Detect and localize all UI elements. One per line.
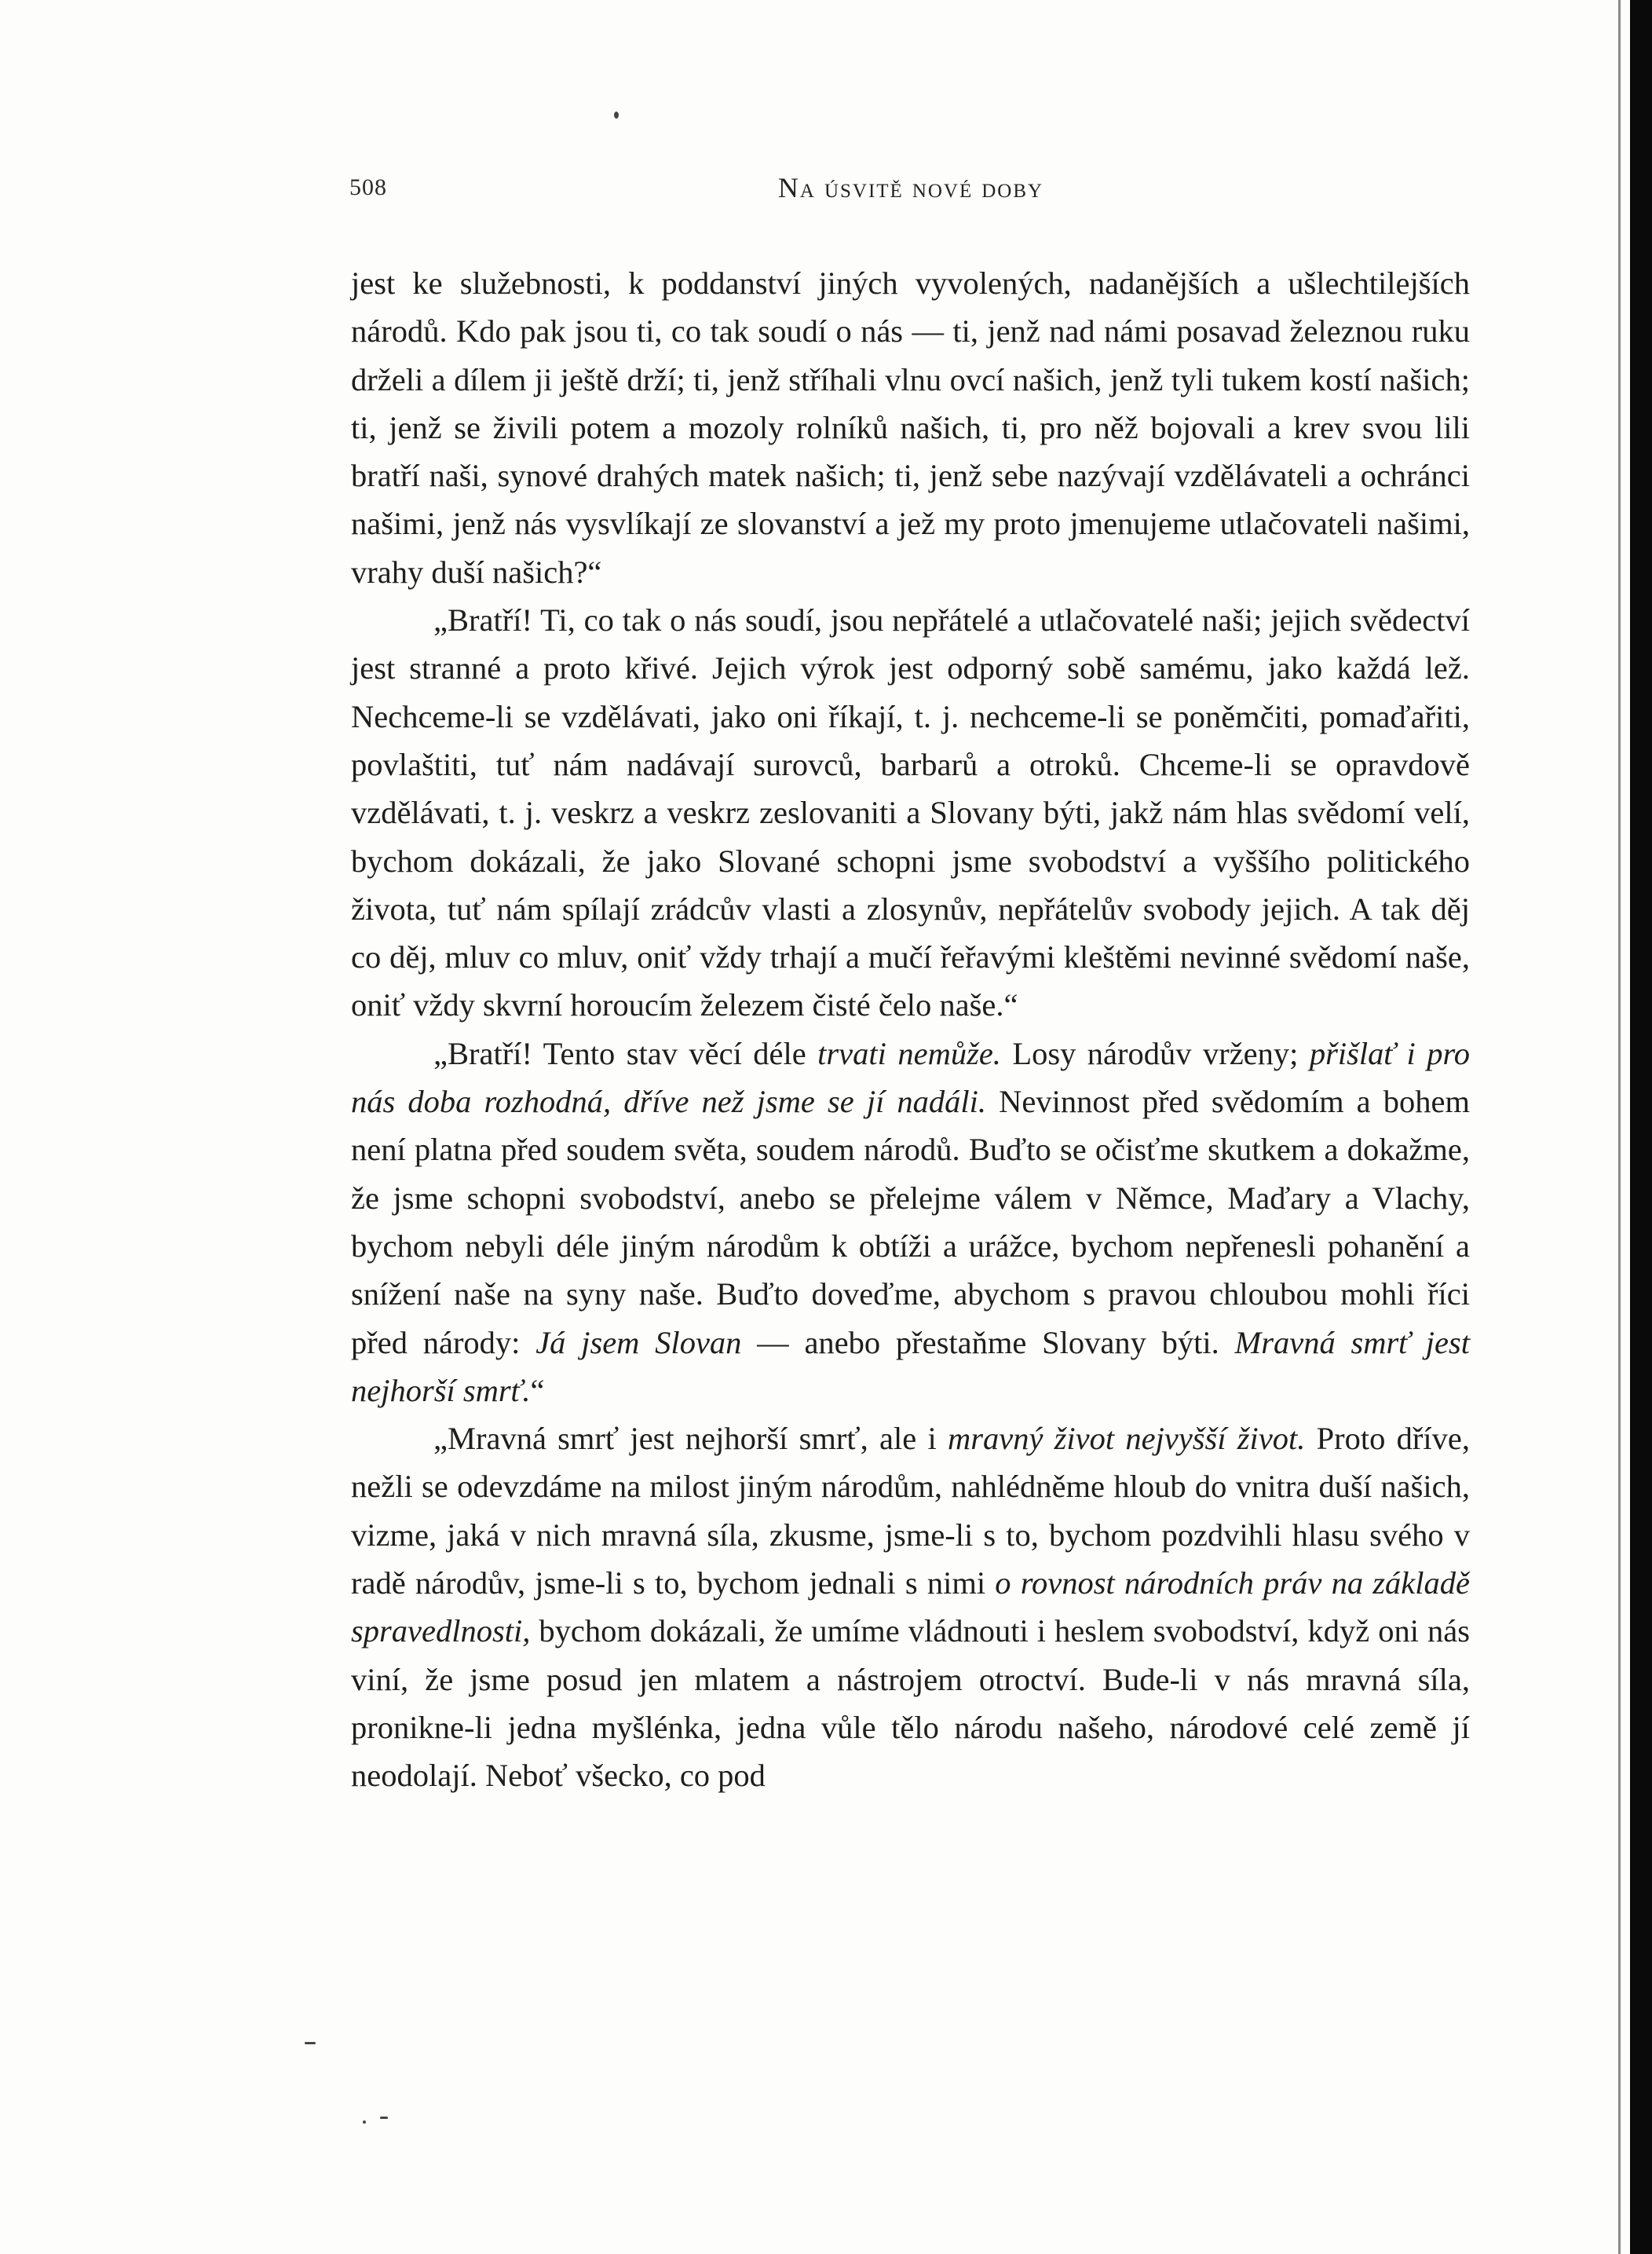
paragraph bbox=[351, 259, 1470, 596]
italic-text: Mravná smrť jest nejhorší smrť. bbox=[351, 1324, 1470, 1408]
page-edge-line bbox=[1618, 0, 1621, 2254]
scan-speck bbox=[305, 2042, 316, 2044]
paragraph bbox=[351, 1030, 1470, 1414]
italic-text: trvati nemůže. bbox=[817, 1035, 1001, 1071]
scan-border bbox=[1630, 0, 1652, 2254]
paragraph bbox=[351, 596, 1470, 1030]
italic-text: přišlať i pro nás doba rozhodná, dříve než jsme se jí nadáli. bbox=[351, 1035, 1470, 1120]
text-run: Nevinnost před svědomím a bohem není platna před soudem světa, soudem národů. Buďto se očisťme skutkem a dokažme, že jsme schopni svobodství, anebo se přelejme válem v Němce, Maďary a Vlachy, bychom nebyli déle jiným národům k obtíži a urážce, bychom nepřenesli pohanění a snížení naše na syny naše. Buďto doveďme, abychom s pravou chloubou mohli říci před národy: bbox=[351, 1084, 1470, 1360]
scan-speck bbox=[614, 112, 619, 119]
page-number: 508 bbox=[349, 174, 387, 200]
text-run: „Bratří! Ti, co tak o nás soudí, jsou nepřátelé a utlačovatelé naši; jejich svědectví jest stranné a proto křivé. Jejich výrok jest odporný sobě samému, jako každá lež. Nechceme-li se vzdělávati, jako oni říkají, t. j. nechceme-li se poněmčiti, pomaďařiti, povlaštiti, tuť nám nadávají surovců, barbarů a otroků. Chceme-li se opravdově vzdělávati, t. j. veskrz a veskrz zeslovaniti a Slovany býti, jakž nám hlas svědomí velí, bychom dokázali, že jako Slované schopni jsme svobodství a vyššího politického života, tuť nám spílají zrádcův vlasti a zlosynův, nepřátelův svobody jejich. A tak děj co děj, mluv co mluv, oniť vždy trhají a mučí řeřavými kleštěmi nevinné svědomí naše, oniť vždy skvrní horoucím železem čisté čelo naše.“ bbox=[351, 602, 1470, 1023]
text-run: „Bratří! Tento stav věcí déle bbox=[433, 1035, 818, 1071]
text-run: jest ke služebnosti, k poddanství jiných vyvolených, nadanějších a ušlechtilejších národů. Kdo pak jsou ti, co tak soudí o nás — ti, jenž nad námi posavad železnou ruku drželi a dílem ji ještě drží; ti, jenž stříhali vlnu ovcí našich, jenž tyli tukem kostí našich; ti, jenž se živili potem a mozoly rolníků našich, ti, pro něž bojovali a krev svou lili bratří naši, synové drahých matek našich; ti, jenž sebe nazývají vzdělávateli a ochránci našimi, jenž nás vysvlíkají ze slovanství a jež my proto jmenujeme utlačovateli našimi, vrahy duší našich?“ bbox=[351, 265, 1470, 590]
scan-speck bbox=[380, 2117, 388, 2119]
text-run: — anebo přestaňme Slovany býti. bbox=[741, 1324, 1235, 1360]
italic-text: mravný život nejvyšší život. bbox=[947, 1421, 1306, 1457]
body-text bbox=[351, 259, 1470, 1800]
text-run: “ bbox=[530, 1372, 545, 1408]
italic-text: Já jsem Slovan bbox=[535, 1324, 742, 1360]
running-header bbox=[349, 171, 1472, 218]
running-title: Na úsvitě nové doby bbox=[777, 172, 1044, 203]
text-run: „Mravná smrť jest nejhorší smrť, ale i bbox=[433, 1421, 948, 1457]
text-run: Losy národův vrženy; bbox=[1000, 1035, 1310, 1071]
scan-speck bbox=[363, 2120, 366, 2124]
text-run: bychom dokázali, že umíme vládnouti i heslem svobodství, když oni nás viní, že jsme posud jen mlatem a nástrojem otroctví. Bude-li v nás mravná síla, pronikne-li jedna myšlénka, jedna vůle tělo národu našeho, národové celé země jí neodolají. Neboť všecko, co pod bbox=[351, 1613, 1470, 1794]
paragraph bbox=[351, 1414, 1470, 1799]
text-run: Proto dříve, nežli se odevzdáme na milost jiným národům, nahlédněme hloub do vnitra duší našich, vizme, jaká v nich mravná síla, zkusme, jsme-li s to, bychom pozdvihli hlasu svého v radě národův, jsme-li s to, bychom jednali s nimi bbox=[351, 1421, 1470, 1601]
italic-text: o rovnost národních práv na základě spravedlnosti, bbox=[351, 1565, 1470, 1649]
